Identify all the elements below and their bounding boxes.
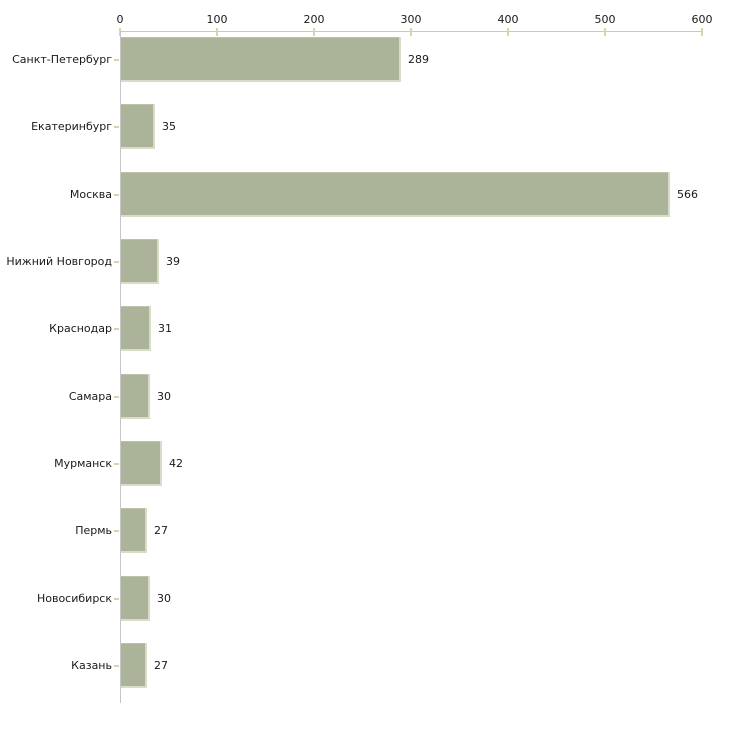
value-label: 27 [154, 658, 168, 672]
bar [121, 306, 151, 351]
x-axis-tick-label: 0 [116, 13, 124, 26]
bar [121, 441, 162, 486]
category-label: Краснодар [49, 321, 112, 335]
bar [121, 508, 147, 553]
category-label: Нижний Новгород [6, 254, 112, 268]
value-label: 35 [162, 119, 176, 133]
category-label: Санкт-Петербург [12, 52, 112, 66]
x-axis-tick-label: 600 [691, 13, 713, 26]
category-label: Новосибирск [36, 591, 112, 605]
x-axis-tick-mark [216, 28, 218, 36]
category-label: Казань [71, 658, 112, 672]
x-axis-tick-mark [507, 28, 509, 36]
x-axis-tick-label: 200 [303, 13, 325, 26]
category-label: Екатеринбург [31, 119, 112, 133]
value-label: 31 [158, 321, 172, 335]
value-label: 30 [157, 591, 171, 605]
value-label: 30 [157, 389, 171, 403]
x-axis-tick-mark [313, 28, 315, 36]
category-tick-mark [114, 59, 119, 61]
bar [121, 239, 159, 284]
category-label: Пермь [75, 523, 112, 537]
category-tick-mark [114, 261, 119, 263]
category-label: Москва [69, 187, 112, 201]
category-tick-mark [114, 396, 119, 398]
category-tick-mark [114, 126, 119, 128]
x-axis-tick-label: 100 [206, 13, 228, 26]
value-label: 42 [169, 456, 183, 470]
bar [121, 643, 147, 688]
x-axis-tick-label: 300 [400, 13, 422, 26]
x-axis-tick-label: 400 [497, 13, 519, 26]
value-label: 27 [154, 523, 168, 537]
category-tick-mark [114, 328, 119, 330]
bar [121, 374, 150, 419]
category-tick-mark [114, 194, 119, 196]
x-axis-tick-mark [604, 28, 606, 36]
category-tick-mark [114, 598, 119, 600]
x-axis-tick-mark [410, 28, 412, 36]
category-tick-mark [114, 665, 119, 667]
value-label: 39 [166, 254, 180, 268]
value-label: 289 [408, 52, 429, 66]
x-axis-tick-label: 500 [594, 13, 616, 26]
bar [121, 37, 401, 82]
category-tick-mark [114, 463, 119, 465]
bar [121, 576, 150, 621]
category-tick-mark [114, 530, 119, 532]
bar [121, 172, 670, 217]
category-label: Самара [68, 389, 112, 403]
value-label: 566 [677, 187, 698, 201]
bar [121, 104, 155, 149]
category-label: Мурманск [54, 456, 112, 470]
x-axis-tick-mark [701, 28, 703, 36]
